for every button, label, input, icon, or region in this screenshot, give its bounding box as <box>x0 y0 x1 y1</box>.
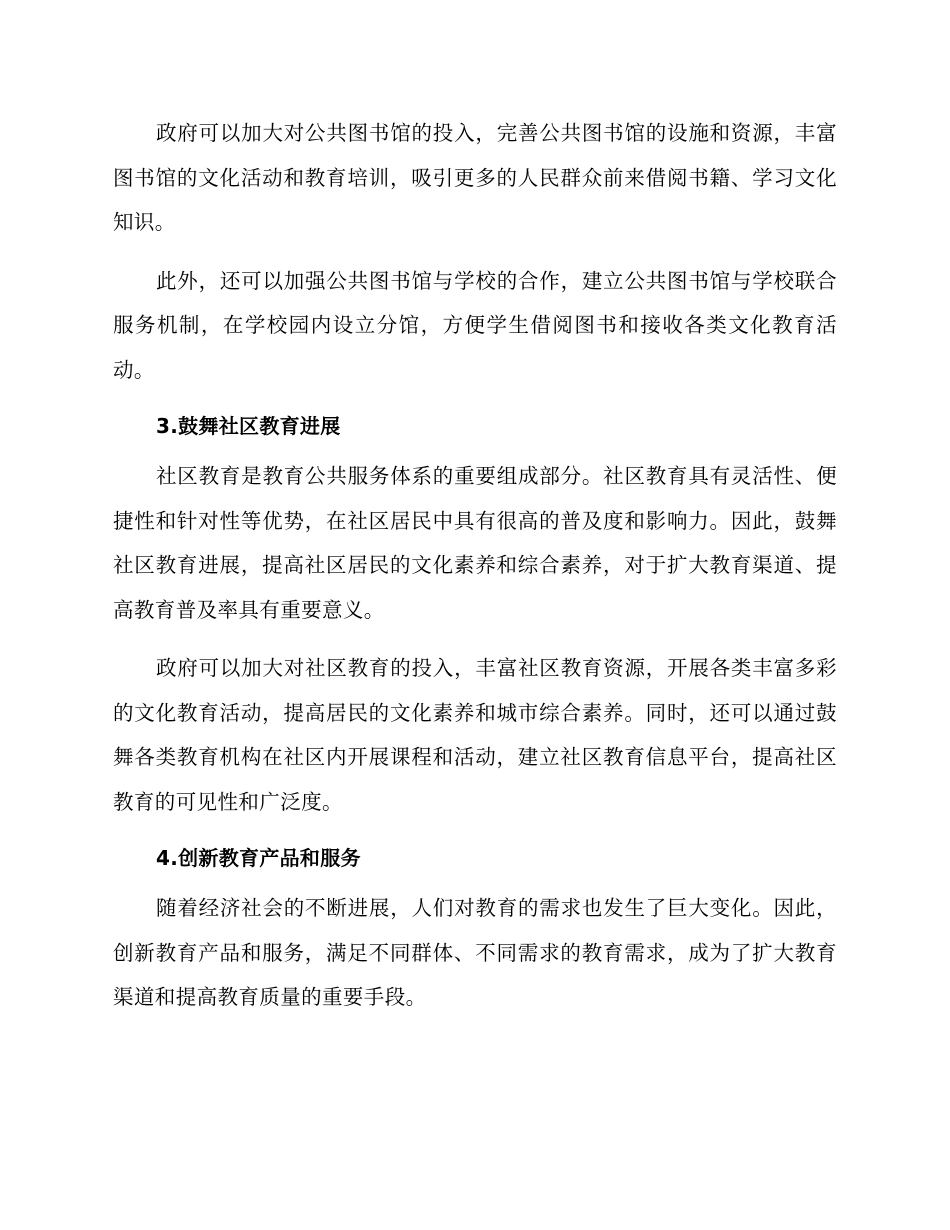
paragraph-library-investment: 政府可以加大对公共图书馆的投入，完善公共图书馆的设施和资源，丰富图书馆的文化活动和教育培训，吸引更多的人民群众前来借阅书籍、学习文化知识。 <box>113 121 837 234</box>
paragraph-community-education-measures: 政府可以加大对社区教育的投入，丰富社区教育资源，开展各类丰富多彩的文化教育活动，提高居民的文化素养和城市综合素养。同时，还可以通过鼓舞各类教育机构在社区内开展课程和活动，建立社区教育信息平台，提高社区教育的可见性和广泛度。 <box>113 656 837 814</box>
section-heading-community-education: 3.鼓舞社区教育进展 <box>156 414 341 438</box>
section-heading-innovative-education: 4.创新教育产品和服务 <box>156 846 361 870</box>
document-body <box>113 111 837 1034</box>
paragraph-library-school-cooperation: 此外，还可以加强公共图书馆与学校的合作，建立公共图书馆与学校联合服务机制，在学校园内设立分馆，方便学生借阅图书和接收各类文化教育活动。 <box>113 268 837 382</box>
paragraph-innovative-education: 随着经济社会的不断进展，人们对教育的需求也发生了巨大变化。因此，创新教育产品和服务，满足不同群体、不同需求的教育需求，成为了扩大教育渠道和提高教育质量的重要手段。 <box>113 896 837 1009</box>
paragraph-community-education-importance: 社区教育是教育公共服务体系的重要组成部分。社区教育具有灵活性、便捷性和针对性等优势，在社区居民中具有很高的普及度和影响力。因此，鼓舞社区教育进展，提高社区居民的文化素养和综合素养，对于扩大教育渠道、提高教育普及率具有重要意义。 <box>113 464 837 622</box>
